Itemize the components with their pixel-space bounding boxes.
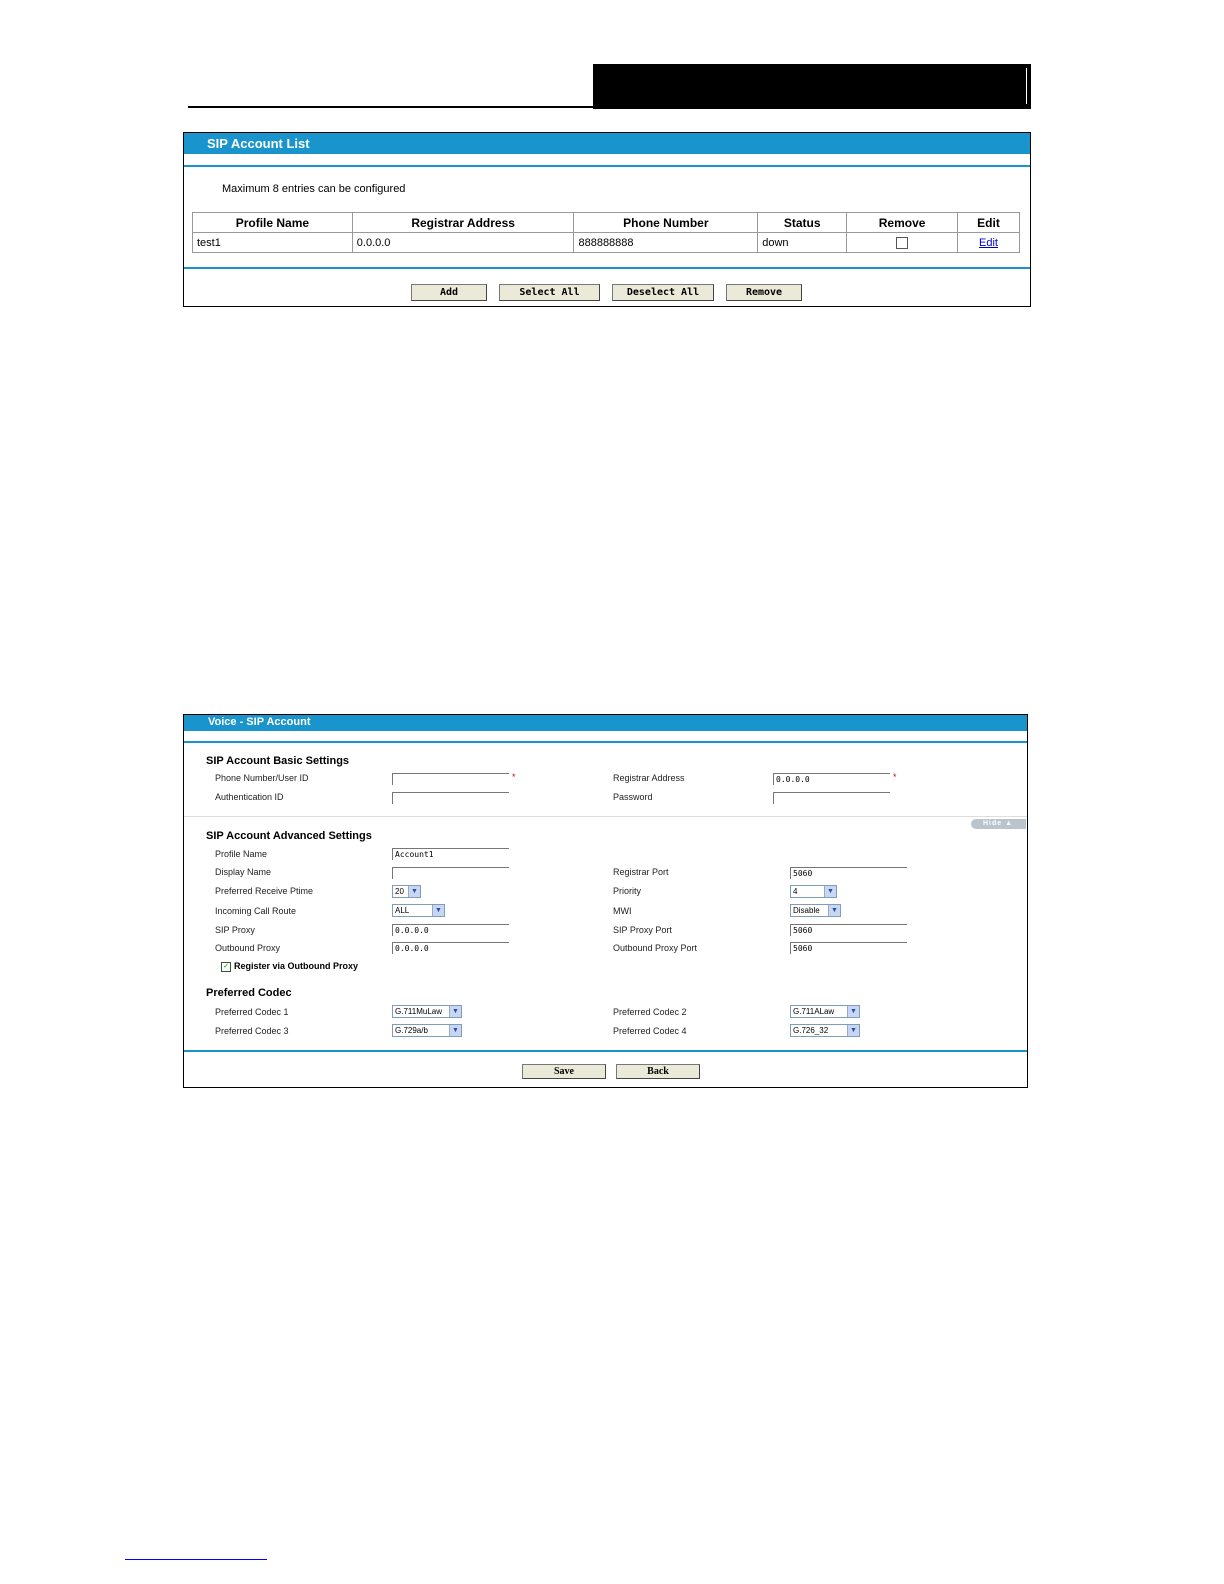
codec-1-label: Preferred Codec 1 [215,1007,289,1017]
registrar-address-label: Registrar Address [613,773,685,783]
outbound-proxy-input[interactable]: 0.0.0.0 [392,942,509,954]
required-mark: * [893,772,897,782]
column-header: Edit [958,213,1020,233]
ptime-value: 20 [395,887,404,896]
add-button[interactable]: Add [411,284,487,301]
chevron-down-icon: ▼ [847,1025,859,1036]
ptime-select[interactable] [392,885,421,898]
codec-1-select[interactable] [392,1005,462,1018]
outbound-proxy-label: Outbound Proxy [215,943,281,953]
password-input[interactable] [773,792,890,804]
separator [184,741,1027,743]
chevron-down-icon: ▼ [847,1006,859,1017]
sip-account-settings-panel [183,714,1028,1088]
incoming-call-route-label: Incoming Call Route [215,906,297,916]
display-name-input[interactable] [392,867,509,879]
hide-label: Hide [983,820,1003,827]
divider [184,816,1027,817]
sip-proxy-label: SIP Proxy [215,925,255,935]
column-header: Status [758,213,847,233]
remove-checkbox[interactable] [896,237,908,249]
header-rule [188,106,594,108]
phone-number-input[interactable] [392,773,509,785]
codec-2-label: Preferred Codec 2 [613,1007,687,1017]
chevron-down-icon: ▼ [449,1006,461,1017]
sip-proxy-input[interactable]: 0.0.0.0 [392,924,509,936]
profile-name-input[interactable]: Account1 [392,848,509,860]
password-label: Password [613,792,653,802]
codec-1-value: G.711MuLaw [395,1007,442,1016]
table-header-row [193,213,1020,233]
outbound-proxy-port-input[interactable]: 5060 [790,942,907,954]
footer-link-underline [125,1559,267,1560]
column-header: Phone Number [574,213,758,233]
mwi-select[interactable] [790,904,841,917]
register-via-outbound-checkbox[interactable] [221,962,231,972]
remove-button[interactable]: Remove [726,284,802,301]
codec-2-select[interactable] [790,1005,860,1018]
edit-link[interactable]: Edit [979,236,998,249]
chevron-down-icon: ▼ [824,886,836,897]
incoming-call-route-select[interactable] [392,904,445,917]
register-via-outbound-label: Register via Outbound Proxy [234,961,359,971]
authentication-id-input[interactable] [392,792,509,804]
chevron-down-icon: ▼ [408,886,420,897]
header-bar [593,64,1031,109]
registrar-port-label: Registrar Port [613,867,669,877]
ptime-label: Preferred Receive Ptime [215,886,314,896]
registrar-address-cell: 0.0.0.0 [352,233,574,253]
chevron-down-icon: ▼ [432,905,444,916]
codec-4-label: Preferred Codec 4 [613,1026,687,1036]
display-name-label: Display Name [215,867,272,877]
save-button[interactable]: Save [522,1064,606,1079]
profile-name-label: Profile Name [215,849,268,859]
table-row [193,233,1020,253]
column-header: Remove [847,213,958,233]
mwi-value: Disable [793,906,820,915]
codec-3-value: G.729a/b [395,1026,428,1035]
registrar-port-input[interactable]: 5060 [790,867,907,879]
sip-account-list-panel [183,132,1031,307]
chevron-up-icon: ▲ [1005,820,1014,827]
codec-3-label: Preferred Codec 3 [215,1026,289,1036]
remove-cell [847,233,958,253]
authentication-id-label: Authentication ID [215,792,284,802]
sip-account-table [192,212,1020,253]
outbound-proxy-port-label: Outbound Proxy Port [613,943,698,953]
checkmark-icon: ✓ [223,963,229,970]
status-cell: down [758,233,847,253]
codec-2-value: G.711ALaw [793,1007,835,1016]
registrar-address-input[interactable]: 0.0.0.0 [773,773,890,785]
chevron-down-icon: ▼ [828,905,840,916]
chevron-down-icon: ▼ [449,1025,461,1036]
panel-title: Voice - SIP Account [184,715,1027,731]
edit-cell [958,233,1020,253]
sip-proxy-port-input[interactable]: 5060 [790,924,907,936]
separator [184,165,1030,167]
column-header: Registrar Address [352,213,574,233]
separator [184,1050,1027,1052]
phone-number-label: Phone Number/User ID [215,773,309,783]
max-entries-note: Maximum 8 entries can be configured [222,183,406,195]
incoming-call-route-value: ALL [395,906,410,915]
priority-value: 4 [793,887,798,896]
preferred-codec-heading: Preferred Codec [206,987,292,999]
priority-select[interactable] [790,885,837,898]
basic-settings-heading: SIP Account Basic Settings [206,755,350,767]
profile-name-cell: test1 [193,233,353,253]
select-all-button[interactable]: Select All [499,284,600,301]
column-header: Profile Name [193,213,353,233]
mwi-label: MWI [613,906,632,916]
codec-4-select[interactable] [790,1024,860,1037]
codec-4-value: G.726_32 [793,1026,829,1035]
sip-proxy-port-label: SIP Proxy Port [613,925,672,935]
hide-toggle[interactable] [971,819,1026,829]
priority-label: Priority [613,886,642,896]
advanced-settings-heading: SIP Account Advanced Settings [206,830,372,842]
required-mark: * [512,772,516,782]
deselect-all-button[interactable]: Deselect All [612,284,714,301]
separator [184,267,1030,269]
codec-3-select[interactable] [392,1024,462,1037]
back-button[interactable]: Back [616,1064,700,1079]
phone-number-cell: 888888888 [574,233,758,253]
panel-title: SIP Account List [184,133,1030,154]
